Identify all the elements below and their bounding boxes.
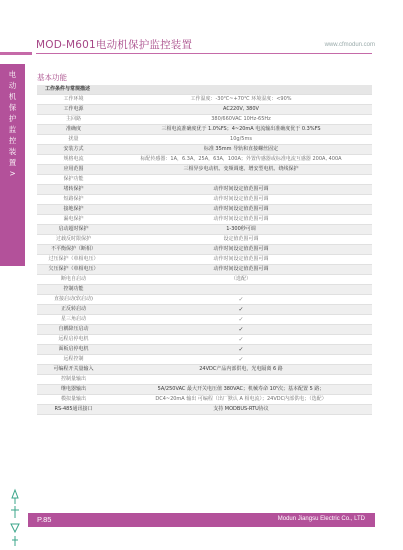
- document-title: MOD-M601电动机保护监控装置: [36, 39, 193, 51]
- row-label: 堵转保护: [37, 185, 110, 195]
- check-icon: ✓: [110, 355, 372, 365]
- row-value: （选配）: [110, 275, 372, 285]
- table-row: [37, 285, 372, 295]
- spec-table: [37, 85, 372, 415]
- table-row: [37, 365, 372, 375]
- check-icon: ✓: [110, 315, 372, 325]
- check-icon: ✓: [110, 325, 372, 335]
- row-value: 1-300秒可调: [110, 225, 372, 235]
- row-value: [110, 85, 372, 95]
- table-row: [37, 155, 372, 165]
- row-value: 动作时间设定值范围可调: [110, 185, 372, 195]
- row-value: 标配传感器：1A，6.3A，25A，63A，100A；外置传感器或标准电流互感器 200A, 400A: [110, 155, 372, 165]
- table-row: [37, 405, 372, 415]
- table-row: [37, 255, 372, 265]
- page-header: [0, 0, 403, 62]
- row-label: 断电自启动: [37, 275, 110, 285]
- row-value: AC220V, 380V: [110, 105, 372, 115]
- row-label: 扰量: [37, 135, 110, 145]
- row-label: 过载反时限保护: [37, 235, 110, 245]
- row-label: 安装方式: [37, 145, 110, 155]
- row-label: 控制量输出: [37, 375, 110, 385]
- row-value: [110, 375, 372, 385]
- table-row: [37, 85, 372, 95]
- table-row: [37, 95, 372, 105]
- table-row: [37, 355, 372, 365]
- table-row: [37, 345, 372, 355]
- row-value: 10g/5ms: [110, 135, 372, 145]
- table-row: [37, 115, 372, 125]
- company-name: Modun Jiangsu Electric Co., LTD: [277, 516, 365, 522]
- side-tab-label: 电 动 机 保 护 监 控 装 置 >: [8, 70, 17, 178]
- row-label: 漏电保护: [37, 215, 110, 225]
- table-row: [37, 195, 372, 205]
- row-label: 短路保护: [37, 195, 110, 205]
- page-footer: [28, 513, 375, 527]
- side-tab[interactable]: [0, 64, 25, 266]
- row-value: 设定值范围可调: [110, 235, 372, 245]
- row-value: 380/660VAC 10Hz-65Hz: [110, 115, 372, 125]
- table-row: [37, 205, 372, 215]
- row-value: 动作时间设定值范围可调: [110, 265, 372, 275]
- row-value: 工作温度：-30℃~+70℃ 环境湿度：<90%: [110, 95, 372, 105]
- table-row: [37, 185, 372, 195]
- row-value: DC4~20mA 输出 可编程（出厂默认 A 相电流）；24VDC内部供电；（选配）: [110, 395, 372, 405]
- table-row: [37, 225, 372, 235]
- section-title: 基本功能: [37, 73, 67, 82]
- check-icon: ✓: [110, 305, 372, 315]
- table-row: [37, 125, 372, 135]
- row-label: 继电器输出: [37, 385, 110, 395]
- table-row: [37, 395, 372, 405]
- table-row: [37, 375, 372, 385]
- table-row: [37, 145, 372, 155]
- row-label: 准确度: [37, 125, 110, 135]
- row-label: 过压保护（单相电压）: [37, 255, 110, 265]
- table-row: [37, 245, 372, 255]
- table-row: [37, 385, 372, 395]
- row-label: 星三角启动: [37, 315, 110, 325]
- row-value: [110, 285, 372, 295]
- table-row: [37, 135, 372, 145]
- row-label: 不平衡保护（断相）: [37, 245, 110, 255]
- row-value: [110, 175, 372, 185]
- row-value: 动作时间设定值范围可调: [110, 245, 372, 255]
- table-row: [37, 295, 372, 305]
- row-label: 远程启停电机: [37, 335, 110, 345]
- header-divider: [36, 53, 372, 54]
- table-row: [37, 105, 372, 115]
- row-value: 动作时间设定值范围可调: [110, 195, 372, 205]
- table-row: [37, 275, 372, 285]
- row-label: 面板启停电机: [37, 345, 110, 355]
- check-icon: ✓: [110, 345, 372, 355]
- row-label: 远程控制: [37, 355, 110, 365]
- row-label: 接地保护: [37, 205, 110, 215]
- row-value: 动作时间设定值范围可调: [110, 205, 372, 215]
- table-row: [37, 305, 372, 315]
- row-value: 三相电流准确度优于 1.0%FS；4~20mA 电流输出准确度优于 0.3%FS: [110, 125, 372, 135]
- header-accent-block: [0, 52, 32, 55]
- row-label: 控制功能: [37, 285, 110, 295]
- row-label: 欠压保护（单相电压）: [37, 265, 110, 275]
- row-label: 直接启动(软启动): [37, 295, 110, 305]
- row-label: 自耦降压启动: [37, 325, 110, 335]
- table-row: [37, 175, 372, 185]
- row-label: 可编程开关量输入: [37, 365, 110, 375]
- row-value: 5A/250VAC 最大开关电压值 380VAC；机械寿命 10⁵次；基本配置 5 路；: [110, 385, 372, 395]
- website-url[interactable]: www.cfmodun.com: [324, 42, 375, 48]
- table-row: [37, 335, 372, 345]
- table-row: [37, 265, 372, 275]
- row-label: 应用范围: [37, 165, 110, 175]
- row-value: 标准 35mm 导轨和直接螺丝固定: [110, 145, 372, 155]
- footer-decoration-icon: [8, 488, 22, 548]
- row-label: 工作环境: [37, 95, 110, 105]
- row-label: RS-485通讯接口: [37, 405, 110, 415]
- page-number: P.85: [37, 515, 52, 524]
- row-label: 工作电源: [37, 105, 110, 115]
- row-value: 动作时间设定值范围可调: [110, 215, 372, 225]
- row-label: 启动超时保护: [37, 225, 110, 235]
- row-value: 动作时间设定值范围可调: [110, 255, 372, 265]
- check-icon: ✓: [110, 295, 372, 305]
- row-value: 24VDC产品内部供电，光电隔离 6 路: [110, 365, 372, 375]
- row-label: 工作条件与常规描述: [37, 85, 110, 95]
- row-label: 模拟量输出: [37, 395, 110, 405]
- row-label: 正反转启动: [37, 305, 110, 315]
- table-row: [37, 235, 372, 245]
- row-label: 主回路: [37, 115, 110, 125]
- check-icon: ✓: [110, 335, 372, 345]
- row-value: 支持 MODBUS-RTU协议: [110, 405, 372, 415]
- row-label: 规格电流: [37, 155, 110, 165]
- row-label: 保护功能: [37, 175, 110, 185]
- table-row: [37, 165, 372, 175]
- table-row: [37, 215, 372, 225]
- row-value: 三相异步电动机、变频调速、增安型电机、绕线保护: [110, 165, 372, 175]
- table-row: [37, 325, 372, 335]
- table-row: [37, 315, 372, 325]
